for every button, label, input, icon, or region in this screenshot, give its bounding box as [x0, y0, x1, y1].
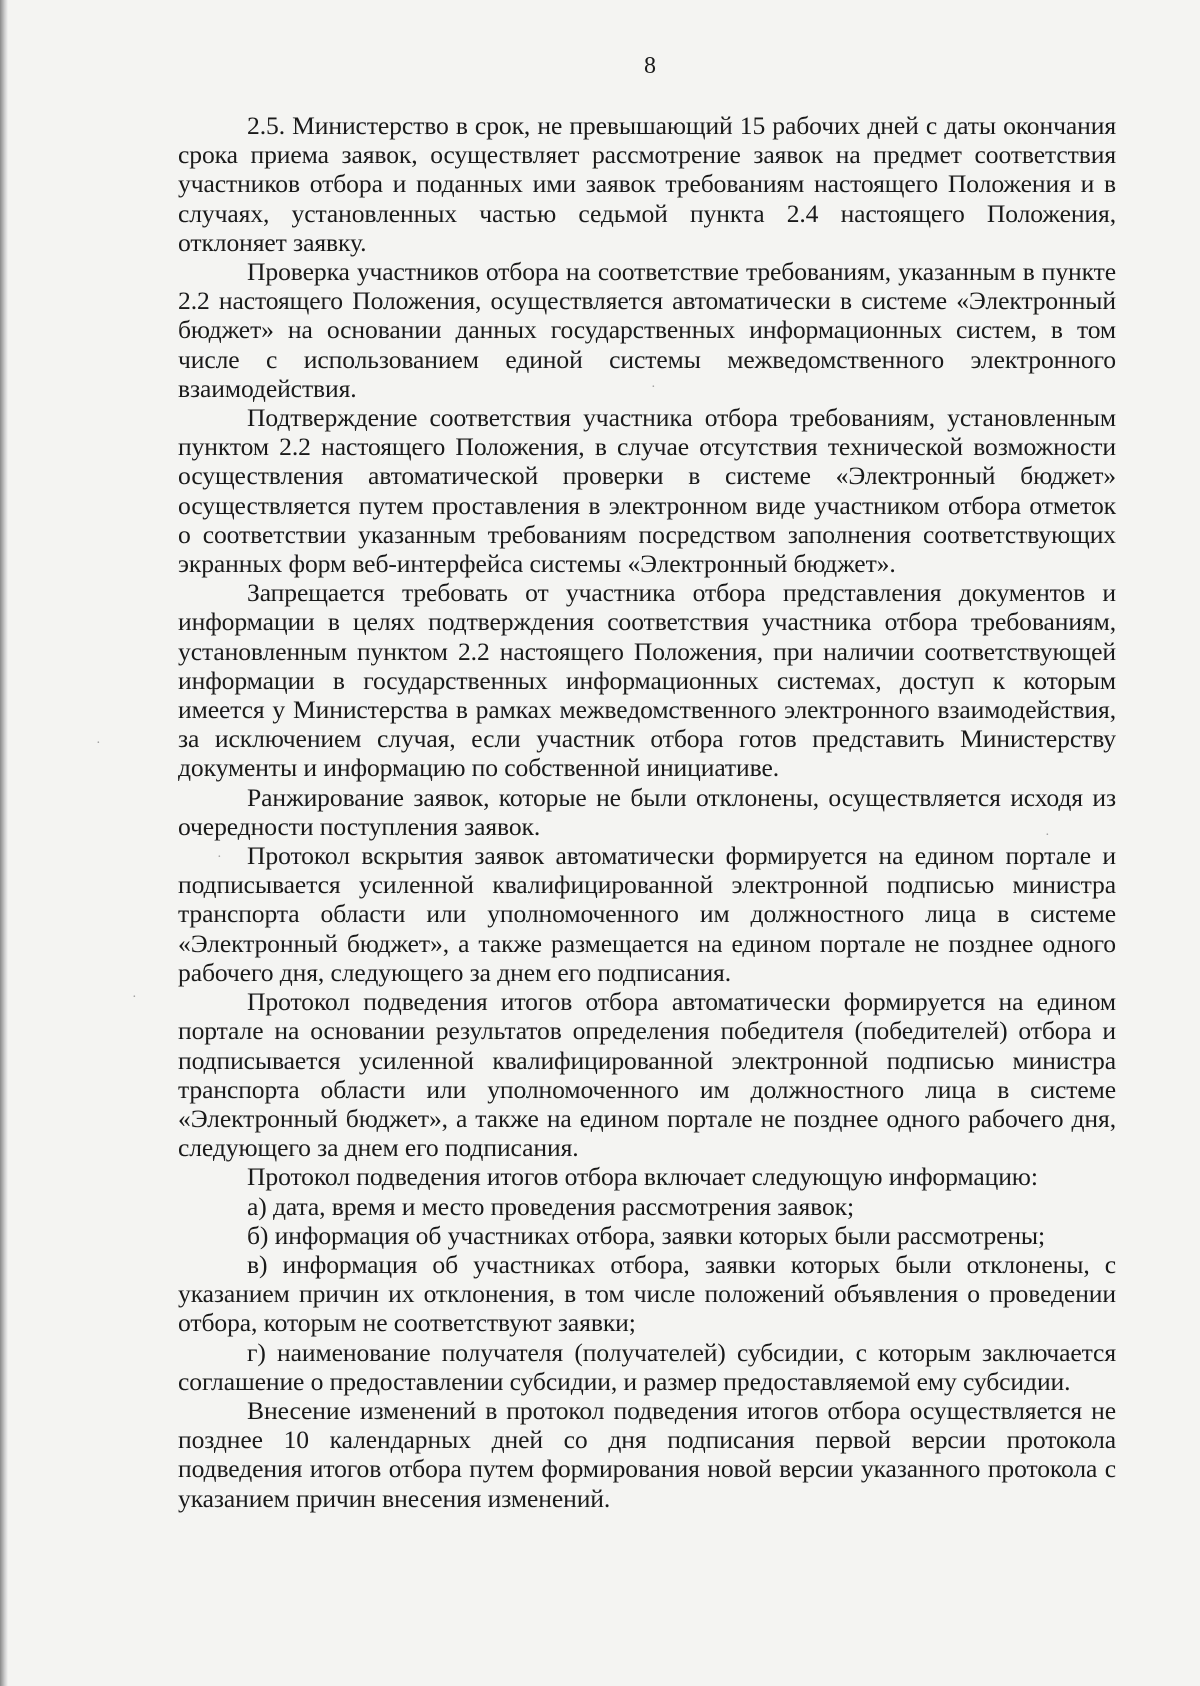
paragraph-ranking: Ранжирование заявок, которые не были отклонены, осуществляется исходя из очередности поступления заявок.: [178, 782, 1116, 841]
document-body: [178, 111, 1116, 1513]
paragraph-protocol-amendments: Внесение изменений в протокол подведения итогов отбора осуществляется не позднее 10 календарных дней со дня подписания первой версии протокола подведения итогов отбора путем формирования новой версии указанного протокола с указанием причин внесения изменений.: [178, 1395, 1116, 1513]
scan-speck: ·: [651, 380, 656, 395]
paragraph-protocol-contents: Протокол подведения итогов отбора включает следующую информацию:: [247, 1162, 1038, 1192]
scan-speck: ·: [1045, 828, 1050, 843]
scan-speck: ·: [217, 850, 222, 865]
list-item-a: а) дата, время и место проведения рассмотрения заявок;: [247, 1191, 854, 1221]
page-number: 8: [644, 53, 656, 79]
scan-speck: ·: [132, 990, 137, 1005]
list-item-v: в) информация об участниках отбора, заявки которых были отклонены, с указанием причин их отклонения, в том числе положений объявления о проведении отбора, которым не соответствуют заявки;: [178, 1249, 1116, 1338]
paragraph-participant-check: Проверка участников отбора на соответствие требованиям, указанным в пункте 2.2 настоящего Положения, осуществляется автоматически в системе «Электронный бюджет» на основании данных государственных информационных систем, в том числе с использованием единой системы межведомственного электронного взаимодействия.: [178, 257, 1116, 403]
paragraph-compliance-confirmation: Подтверждение соответствия участника отбора требованиям, установленным пунктом 2.2 настоящего Положения, в случае отсутствия технической возможности осуществления автоматической проверки в системе «Электронный бюджет» осуществляется путем проставления в электронном виде участником отбора отметок о соответствии указанным требованиям посредством заполнения соответствующих экранных форм веб-интерфейса системы «Электронный бюджет».: [178, 403, 1116, 579]
paragraph-documents-prohibition: Запрещается требовать от участника отбора представления документов и информации в целях подтверждения соответствия участника отбора требованиям, установленным пунктом 2.2 настоящего Положения, при наличии соответствующей информации в государственных информационных системах, доступ к которым имеется у Министерства в рамках межведомственного электронного взаимодействия, за исключением случая, если участник отбора готов представить Министерству документы и информацию по собственной инициативе.: [178, 578, 1116, 783]
paragraph-2-5: 2.5. Министерство в срок, не превышающий 15 рабочих дней с даты окончания срока приема заявок, осуществляет рассмотрение заявок на предмет соответствия участников отбора и поданных ими заявок требованиям настоящего Положения и в случаях, установленных частью седьмой пункта 2.4 настоящего Положения, отклоняет заявку.: [178, 111, 1116, 257]
list-item-b: б) информация об участниках отбора, заявки которых были рассмотрены;: [247, 1220, 1046, 1250]
scan-speck: ·: [96, 736, 101, 751]
list-item-g: г) наименование получателя (получателей) субсидии, с которым заключается соглашение о предоставлении субсидии, и размер предоставляемой ему субсидии.: [178, 1337, 1116, 1396]
paragraph-opening-protocol: Протокол вскрытия заявок автоматически формируется на едином портале и подписывается усиленной квалифицированной электронной подписью министра транспорта области или уполномоченного им должностного лица в системе «Электронный бюджет», а также размещается на едином портале не позднее одного рабочего дня, следующего за днем его подписания.: [178, 841, 1116, 987]
paragraph-results-protocol: Протокол подведения итогов отбора автоматически формируется на едином портале на основании результатов определения победителя (победителей) отбора и подписывается усиленной квалифицированной электронной подписью министра транспорта области или уполномоченного им должностного лица в системе «Электронный бюджет», а также на едином портале не позднее одного рабочего дня, следующего за днем его подписания.: [178, 987, 1116, 1163]
